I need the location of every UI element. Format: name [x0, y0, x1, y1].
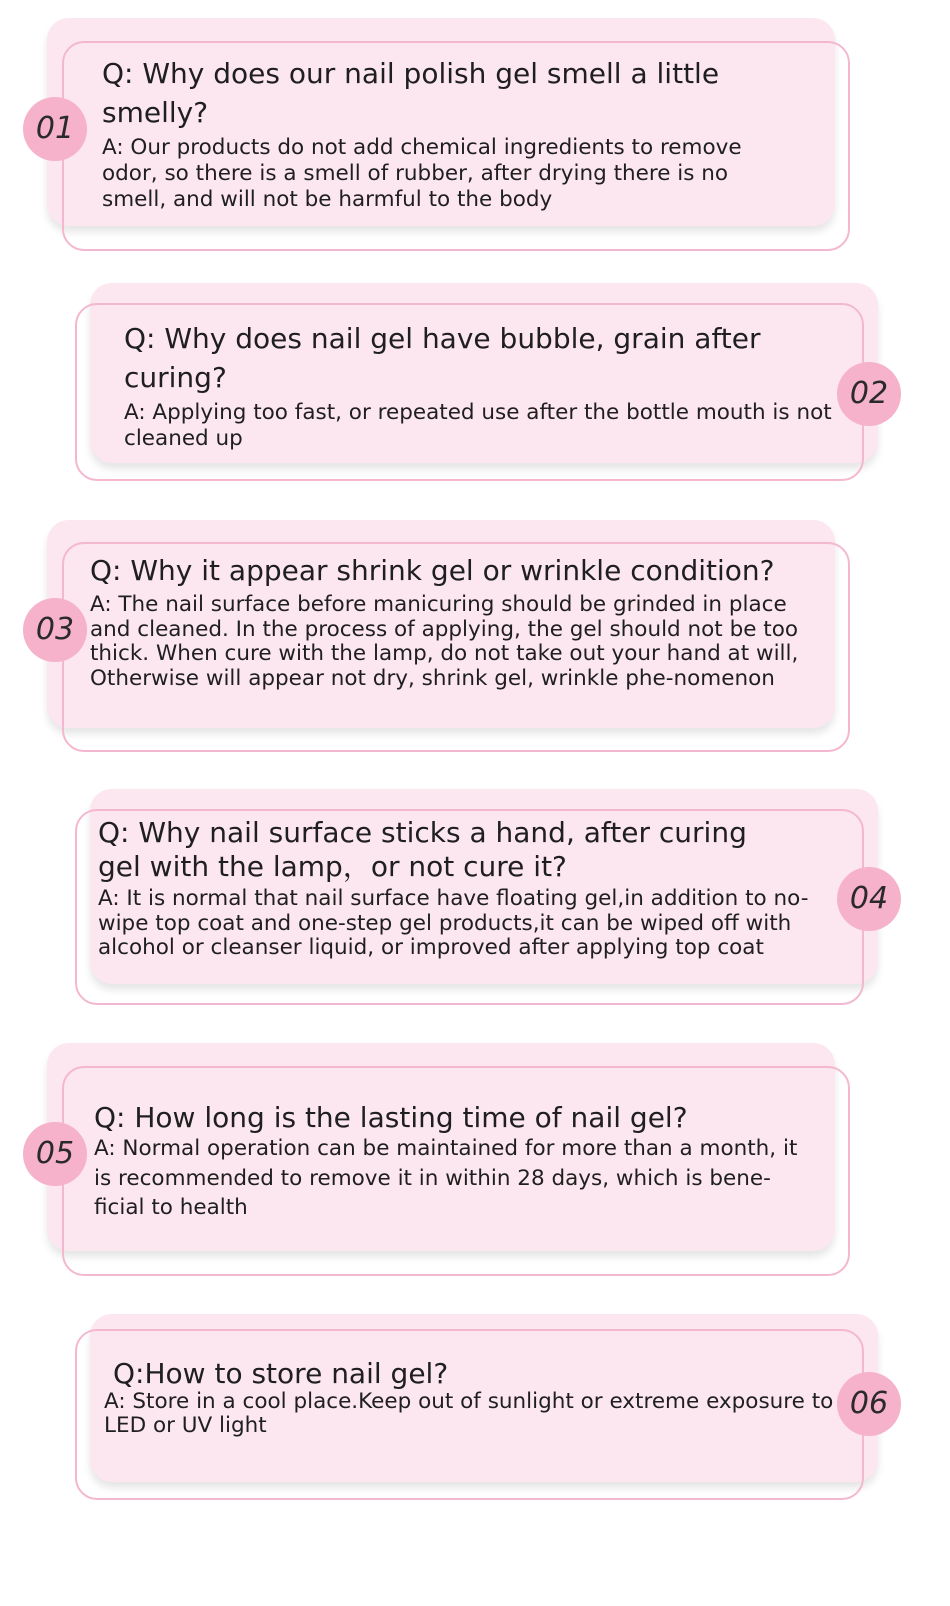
- number-badge: 01: [23, 97, 87, 161]
- number-badge: 05: [23, 1122, 87, 1186]
- answer-text: A: Our products do not add chemical ingredients to remove odor, so there is a smell of rubber, after drying there is no smell, and will not be harmful to the body: [102, 135, 742, 212]
- question-text: Q: Why it appear shrink gel or wrinkle condition?: [90, 554, 775, 587]
- question-text: Q: How long is the lasting time of nail gel?: [94, 1101, 688, 1134]
- question-text: Q: Why does our nail polish gel smell a little smelly?: [102, 57, 720, 129]
- answer-text: A: Normal operation can be maintained for more than a month, it is recommended to remove it in within 28 days, which is bene-ficial to health: [94, 1136, 798, 1220]
- answer-text: A: It is normal that nail surface have floating gel,in addition to no-wipe top coat and one-step gel products,it can be wiped off with alcohol or cleanser liquid, or improved after applying top coat: [98, 886, 809, 960]
- number-badge: 03: [23, 598, 87, 662]
- answer-text: A: The nail surface before manicuring should be grinded in place and cleaned. In the process of applying, the gel should not be too thick. When cure with the lamp, do not take out your hand at will, Otherwise will appear not dry, shrink gel, wrinkle phe-nomenon: [90, 592, 799, 691]
- question-text: Q:How to store nail gel?: [113, 1357, 449, 1390]
- question-text: Q: Why does nail gel have bubble, grain after curing?: [124, 322, 761, 394]
- number-badge: 04: [837, 867, 901, 931]
- answer-text: A: Applying too fast, or repeated use after the bottle mouth is not cleaned up: [124, 400, 832, 451]
- answer-text: A: Store in a cool place.Keep out of sunlight or extreme exposure to LED or UV light: [104, 1389, 834, 1438]
- number-badge: 02: [837, 362, 901, 426]
- question-text: Q: Why nail surface sticks a hand, after curing gel with the lamp，or not cure it?: [98, 816, 747, 883]
- number-badge: 06: [837, 1372, 901, 1436]
